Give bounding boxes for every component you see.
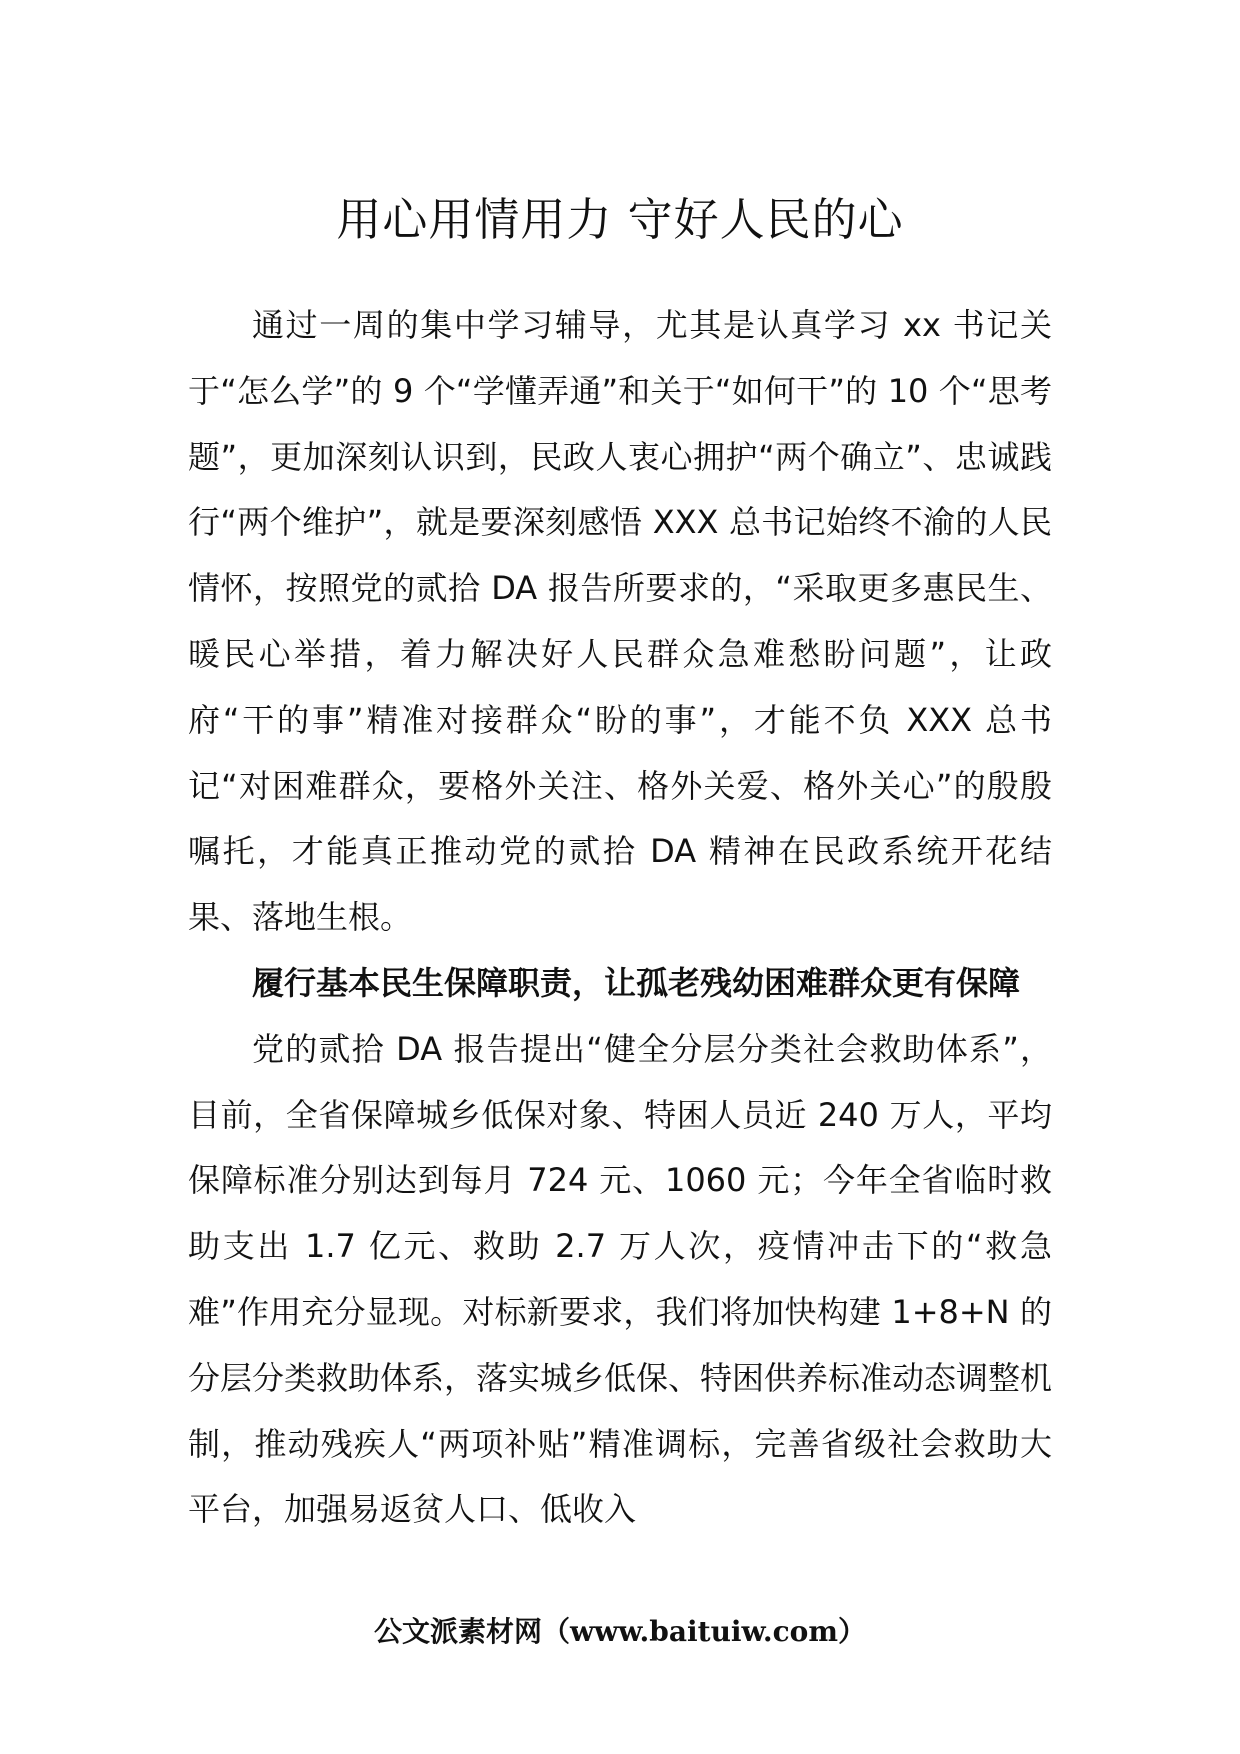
document-title: 用心用情用力 守好人民的心 xyxy=(336,193,904,246)
section-heading: 履行基本民生保障职责，让孤老残幼困难群众更有保障 xyxy=(252,963,1021,1002)
paragraph-intro: 通过一周的集中学习辅导，尤其是认真学习 xx 书记关于“怎么学”的 9 个“学懂弄通”和关于“如何干”的 10 个“思考题”，更加深刻认识到，民政人衷心拥护“两个确立”、忠诚践行“两个维护”，就是要深刻感悟 XXX 总书记始终不渝的人民情怀，按照党的贰拾 DA 报告所要求的，“采取更多惠民生、暖民心举措，着力解决好人民群众急难愁盼问题”，让政府“干的事”精准对接群众“盼的事”，才能不负 XXX 总书记“对困难群众，要格外关注、格外关爱、格外关心”的殷殷嘱托，才能真正推动党的贰拾 DA 精神在民政系统开花结果、落地生根。 xyxy=(188,306,1052,937)
paragraph-social-assistance: 党的贰拾 DA 报告提出“健全分层分类社会救助体系”，目前，全省保障城乡低保对象、特困人员近 240 万人，平均保障标准分别达到每月 724 元、1060 元；今年全省临时救助支出 1.7 亿元、救助 2.7 万人次，疫情冲击下的“救急难”作用充分显现。对标新要求，我们将加快构建 1+8+N 的分层分类救助体系，落实城乡低保、特困供养标准动态调整机制，推动残疾人“两项补贴”精准调标，完善省级社会救助大平台，加强易返贫人口、低收入 xyxy=(188,1029,1053,1529)
document-body xyxy=(188,293,1052,1543)
watermark-footer: 公文派素材网（www.baituiw.com） xyxy=(374,1615,866,1648)
